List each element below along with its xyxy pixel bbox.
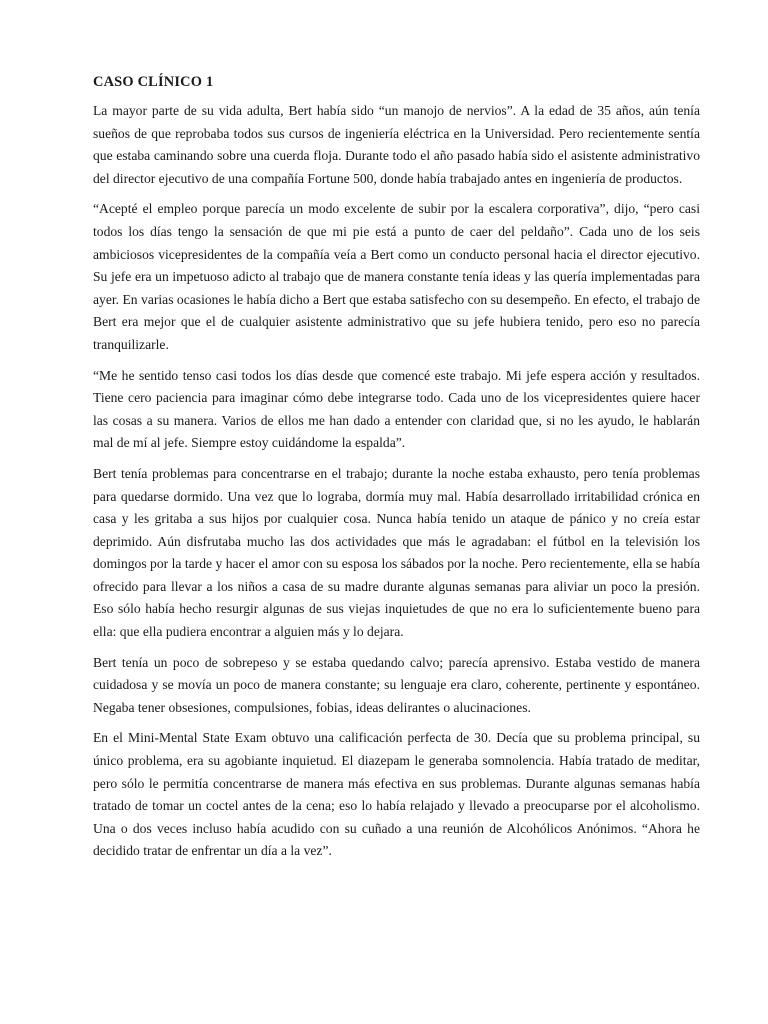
paragraph-6: En el Mini-Mental State Exam obtuvo una calificación perfecta de 30. Decía que su problema principal, su único problema, era su agobiante inquietud. El diazepam le generaba somnolencia. Había tratado de meditar, pero sólo le permitía concentrarse de manera más efectiva en sus problemas. Durante algunas semanas había tratado de tomar un coctel antes de la cena; eso lo había relajado y llevado a preocuparse por el alcoholismo. Una o dos veces incluso había acudido con su cuñado a una reunión de Alcohólicos Anónimos. “Ahora he decidido tratar de enfrentar un día a la vez”. [93, 730, 700, 859]
document-title: CASO CLÍNICO 1 [93, 74, 214, 90]
paragraph-4: Bert tenía problemas para concentrarse en el trabajo; durante la noche estaba exhausto, pero tenía problemas para quedarse dormido. Una vez que lo lograba, dormía muy mal. Había desarrollado irritabilidad crónica en casa y les gritaba a sus hijos por cualquier cosa. Nunca había tenido un ataque de pánico y no creía estar deprimido. Aún disfrutaba mucho las dos actividades que más le agradaban: el fútbol en la televisión los domingos por la tarde y hacer el amor con su esposa los sábados por la noche. Pero recientemente, ella se había ofrecido para llevar a los niños a casa de su madre durante algunas semanas para aliviar un poco la presión. Eso sólo había hecho resurgir algunas de sus viejas inquietudes de que no era lo suficientemente bueno para ella: que ella pudiera encontrar a alguien más y lo dejara. [93, 465, 700, 640]
paragraph-2: “Acepté el empleo porque parecía un modo excelente de subir por la escalera corporativa”, dijo, “pero casi todos los días tengo la sensación de que mi pie está a punto de caer del peldaño”. Cada uno de los seis ambiciosos vicepresidentes de la compañía veía a Bert como un conducto personal hacia el director ejecutivo. Su jefe era un impetuoso adicto al trabajo que de manera constante tenía ideas y las quería implementadas para ayer. En varias ocasiones le había dicho a Bert que estaba satisfecho con su desempeño. En efecto, el trabajo de Bert era mejor que el de cualquier asistente administrativo que su jefe hubiera tenido, pero eso no parecía tranquilizarle. [93, 201, 700, 352]
paragraph-3: “Me he sentido tenso casi todos los días desde que comencé este trabajo. Mi jefe espera acción y resultados. Tiene cero paciencia para imaginar cómo debe integrarse todo. Cada uno de los vicepresidentes quiere hacer las cosas a su manera. Varios de ellos me han dado a entender con claridad que, si no les ayudo, le hablarán mal de mí al jefe. Siempre estoy cuidándome la espalda”. [93, 367, 700, 451]
paragraph-5: Bert tenía un poco de sobrepeso y se estaba quedando calvo; parecía aprensivo. Estaba vestido de manera cuidadosa y se movía un poco de manera constante; su lenguaje era claro, coherente, pertinente y espontáneo. Negaba tener obsesiones, compulsiones, fobias, ideas delirantes o alucinaciones. [93, 654, 700, 715]
document-page [93, 72, 700, 871]
paragraph-1: La mayor parte de su vida adulta, Bert había sido “un manojo de nervios”. A la edad de 35 años, aún tenía sueños de que reprobaba todos sus cursos de ingeniería eléctrica en la Universidad. Pero recientemente sentía que estaba caminando sobre una cuerda floja. Durante todo el año pasado había sido el asistente administrativo del director ejecutivo de una compañía Fortune 500, donde había trabajado antes en ingeniería de productos. [93, 103, 700, 186]
